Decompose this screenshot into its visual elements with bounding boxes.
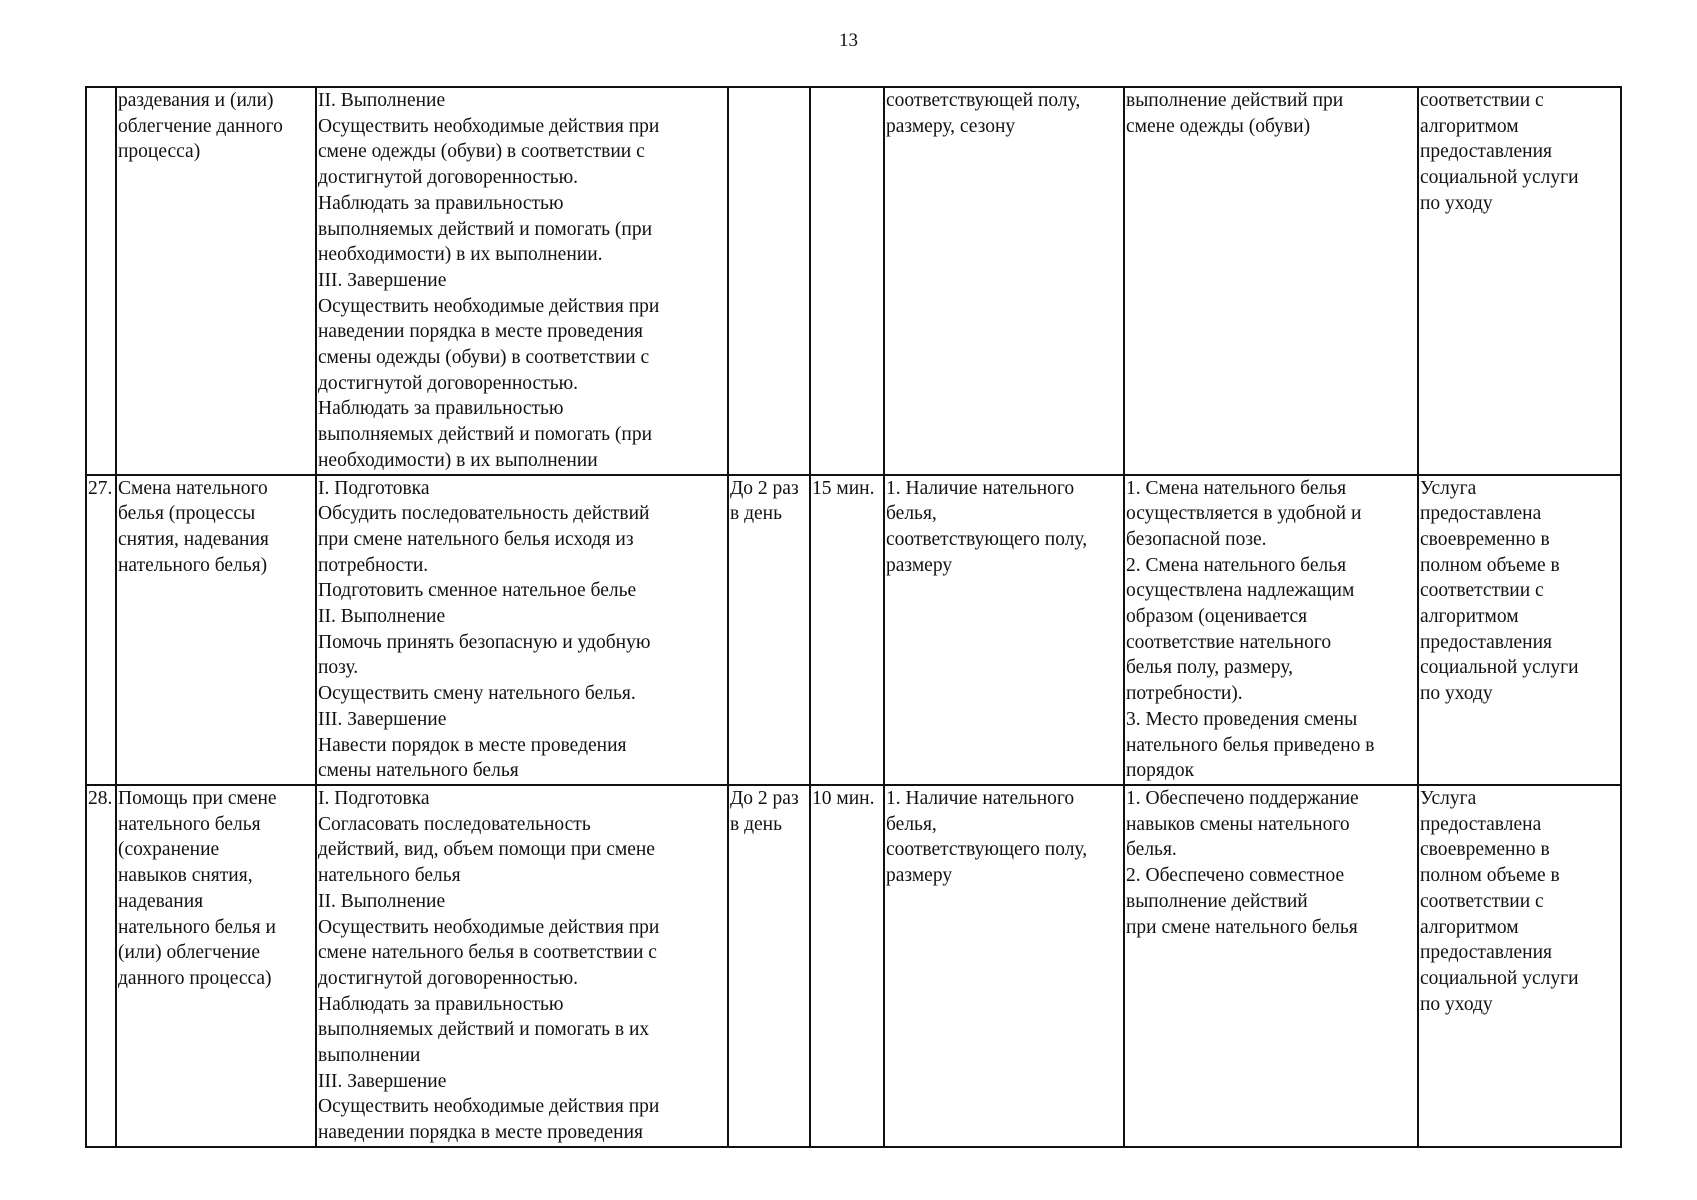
frequency-cell	[728, 87, 810, 475]
conditions-cell: 1. Наличие нательного белья, соответствующего полу, размеру	[884, 785, 1124, 1147]
table-row	[86, 87, 1621, 475]
time-cell: 10 мин.	[810, 785, 884, 1147]
table-row	[86, 475, 1621, 785]
service-description-cell: II. Выполнение Осуществить необходимые действия при смене одежды (обуви) в соответствии с достигнутой договоренностью. Наблюдать за правильностью выполняемых действий и помогать (при необходимости) в их выполнении. III. Завершение Осуществить необходимые действия при наведении порядка в месте проведения смены одежды (обуви) в соответствии с достигнутой договоренностью. Наблюдать за правильностью выполняемых действий и помогать (при необходимости) в их выполнении	[316, 87, 728, 475]
table-row	[86, 785, 1621, 1147]
conditions-cell: 1. Наличие нательного белья, соответствующего полу, размеру	[884, 475, 1124, 785]
frequency-cell: До 2 раз в день	[728, 475, 810, 785]
result-cell: соответствии с алгоритмом предоставления социальной услуги по уходу	[1418, 87, 1621, 475]
quality-indicators-cell: выполнение действий при смене одежды (обуви)	[1124, 87, 1418, 475]
conditions-cell: соответствующей полу, размеру, сезону	[884, 87, 1124, 475]
frequency-cell: До 2 раз в день	[728, 785, 810, 1147]
time-cell	[810, 87, 884, 475]
quality-indicators-cell: 1. Обеспечено поддержание навыков смены нательного белья. 2. Обеспечено совместное выполнение действий при смене нательного белья	[1124, 785, 1418, 1147]
service-description-cell: I. Подготовка Согласовать последовательность действий, вид, объем помощи при смене нательного белья II. Выполнение Осуществить необходимые действия при смене нательного белья в соответствии с достигнутой договоренностью. Наблюдать за правильностью выполняемых действий и помогать в их выполнении III. Завершение Осуществить необходимые действия при наведении порядка в месте проведения	[316, 785, 728, 1147]
service-description-cell: I. Подготовка Обсудить последовательность действий при смене нательного белья исходя из потребности. Подготовить сменное нательное белье II. Выполнение Помочь принять безопасную и удобную позу. Осуществить смену нательного белья. III. Завершение Навести порядок в месте проведения смены нательного белья	[316, 475, 728, 785]
quality-indicators-cell: 1. Смена нательного белья осуществляется в удобной и безопасной позе. 2. Смена нательного белья осуществлена надлежащим образом (оценивается соответствие нательного белья полу, размеру, потребности). 3. Место проведения смены нательного белья приведено в порядок	[1124, 475, 1418, 785]
row-number-cell: 27.	[86, 475, 116, 785]
page-number: 13	[839, 30, 858, 51]
services-table	[85, 86, 1622, 1148]
result-cell: Услуга предоставлена своевременно в полном объеме в соответствии с алгоритмом предоставления социальной услуги по уходу	[1418, 785, 1621, 1147]
row-number-cell	[86, 87, 116, 475]
service-name-cell: раздевания и (или) облегчение данного процесса)	[116, 87, 316, 475]
time-cell: 15 мин.	[810, 475, 884, 785]
result-cell: Услуга предоставлена своевременно в полном объеме в соответствии с алгоритмом предоставления социальной услуги по уходу	[1418, 475, 1621, 785]
service-name-cell: Смена нательного белья (процессы снятия, надевания нательного белья)	[116, 475, 316, 785]
service-name-cell: Помощь при смене нательного белья (сохранение навыков снятия, надевания нательного белья и (или) облегчение данного процесса)	[116, 785, 316, 1147]
row-number-cell: 28.	[86, 785, 116, 1147]
